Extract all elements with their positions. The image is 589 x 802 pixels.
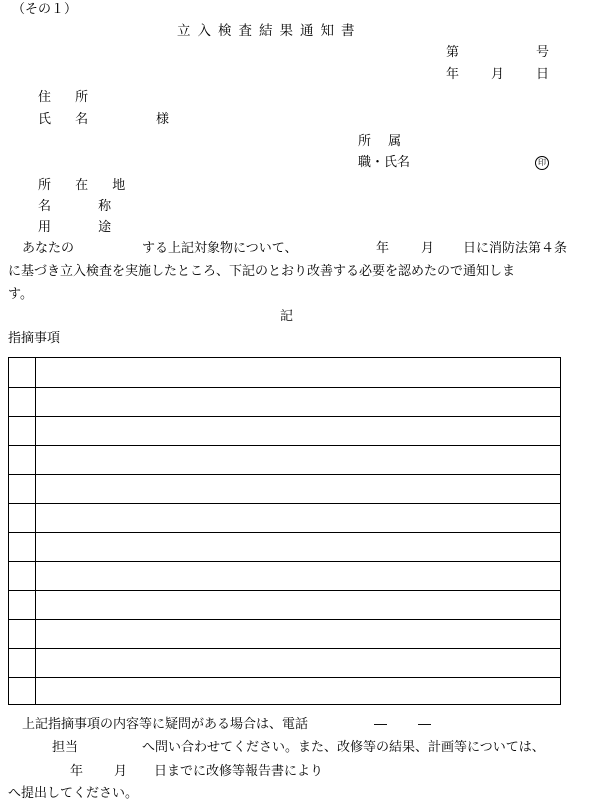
affiliation-label: 所 属 [358, 134, 402, 149]
table-row [9, 590, 560, 619]
table-row [9, 358, 560, 387]
table-row [9, 532, 560, 561]
row-finding-cell[interactable] [37, 620, 560, 648]
intro-text-3: 日に消防法第４条 [463, 241, 568, 256]
row-finding-cell[interactable] [37, 417, 560, 445]
phone-dash-2: ― [418, 717, 431, 732]
row-finding-cell[interactable] [37, 533, 560, 561]
date-year-label: 年 [446, 67, 460, 82]
row-number-cell[interactable] [9, 504, 36, 532]
sheet-number: （その１） [12, 2, 78, 17]
document-title: 立入検査結果通知書 [177, 23, 362, 39]
row-finding-cell[interactable] [37, 562, 560, 590]
date-day-label: 日 [536, 67, 550, 82]
honorific-sama: 様 [156, 112, 170, 127]
row-number-cell[interactable] [9, 678, 36, 704]
seal-mark: 印 [535, 156, 549, 170]
row-finding-cell[interactable] [37, 475, 560, 503]
ki-heading: 記 [280, 309, 294, 324]
row-number-cell[interactable] [9, 649, 36, 677]
number-label-go: 号 [536, 45, 550, 60]
address-label: 住 所 [38, 90, 99, 105]
intro-month: 月 [421, 241, 435, 256]
intro-year: 年 [376, 241, 390, 256]
table-row [9, 503, 560, 532]
table-row [9, 387, 560, 416]
table-row [9, 619, 560, 648]
row-finding-cell[interactable] [37, 649, 560, 677]
table-row [9, 416, 560, 445]
table-row [9, 474, 560, 503]
footer-line-4: へ提出してください。 [8, 786, 139, 801]
property-name-label: 名 称 [38, 199, 122, 214]
footer-month: 月 [114, 764, 128, 779]
items-heading: 指摘事項 [8, 331, 61, 346]
row-number-cell[interactable] [9, 358, 36, 387]
intro-text-2: する上記対象物について、 [142, 241, 298, 256]
row-finding-cell[interactable] [37, 358, 560, 387]
row-finding-cell[interactable] [37, 388, 560, 416]
body-line-2: に基づき立入検査を実施したところ、下記のとおり改善する必要を認めたので通知しま [8, 264, 516, 279]
body-line-3: す。 [8, 287, 33, 302]
footer-line-3: 日までに改修等報告書により [154, 764, 324, 779]
row-finding-cell[interactable] [37, 591, 560, 619]
row-number-cell[interactable] [9, 533, 36, 561]
row-number-cell[interactable] [9, 620, 36, 648]
tantou-label: 担当 [52, 740, 79, 755]
number-label-dai: 第 [446, 45, 460, 60]
table-row [9, 561, 560, 590]
phone-dash-1: ― [374, 717, 387, 732]
use-label: 用 途 [38, 220, 122, 235]
table-row [9, 677, 560, 704]
row-finding-cell[interactable] [37, 504, 560, 532]
row-number-cell[interactable] [9, 417, 36, 445]
footer-year: 年 [70, 764, 84, 779]
row-number-cell[interactable] [9, 446, 36, 474]
intro-text-1: あなたの [22, 241, 75, 256]
table-row [9, 648, 560, 677]
row-finding-cell[interactable] [37, 446, 560, 474]
position-name-label: 職・氏名 [358, 155, 411, 170]
location-label: 所 在 地 [38, 178, 136, 193]
row-number-cell[interactable] [9, 591, 36, 619]
table-row [9, 445, 560, 474]
footer-line-1: 上記指摘事項の内容等に疑問がある場合は、電話 [22, 717, 309, 732]
date-month-label: 月 [491, 67, 505, 82]
footer-line-2: へ問い合わせてください。また、改修等の結果、計画等については、 [142, 740, 545, 755]
row-number-cell[interactable] [9, 388, 36, 416]
name-label: 氏 名 [38, 112, 99, 127]
row-number-cell[interactable] [9, 475, 36, 503]
row-number-cell[interactable] [9, 562, 36, 590]
row-finding-cell[interactable] [37, 678, 560, 704]
findings-table [8, 357, 561, 705]
